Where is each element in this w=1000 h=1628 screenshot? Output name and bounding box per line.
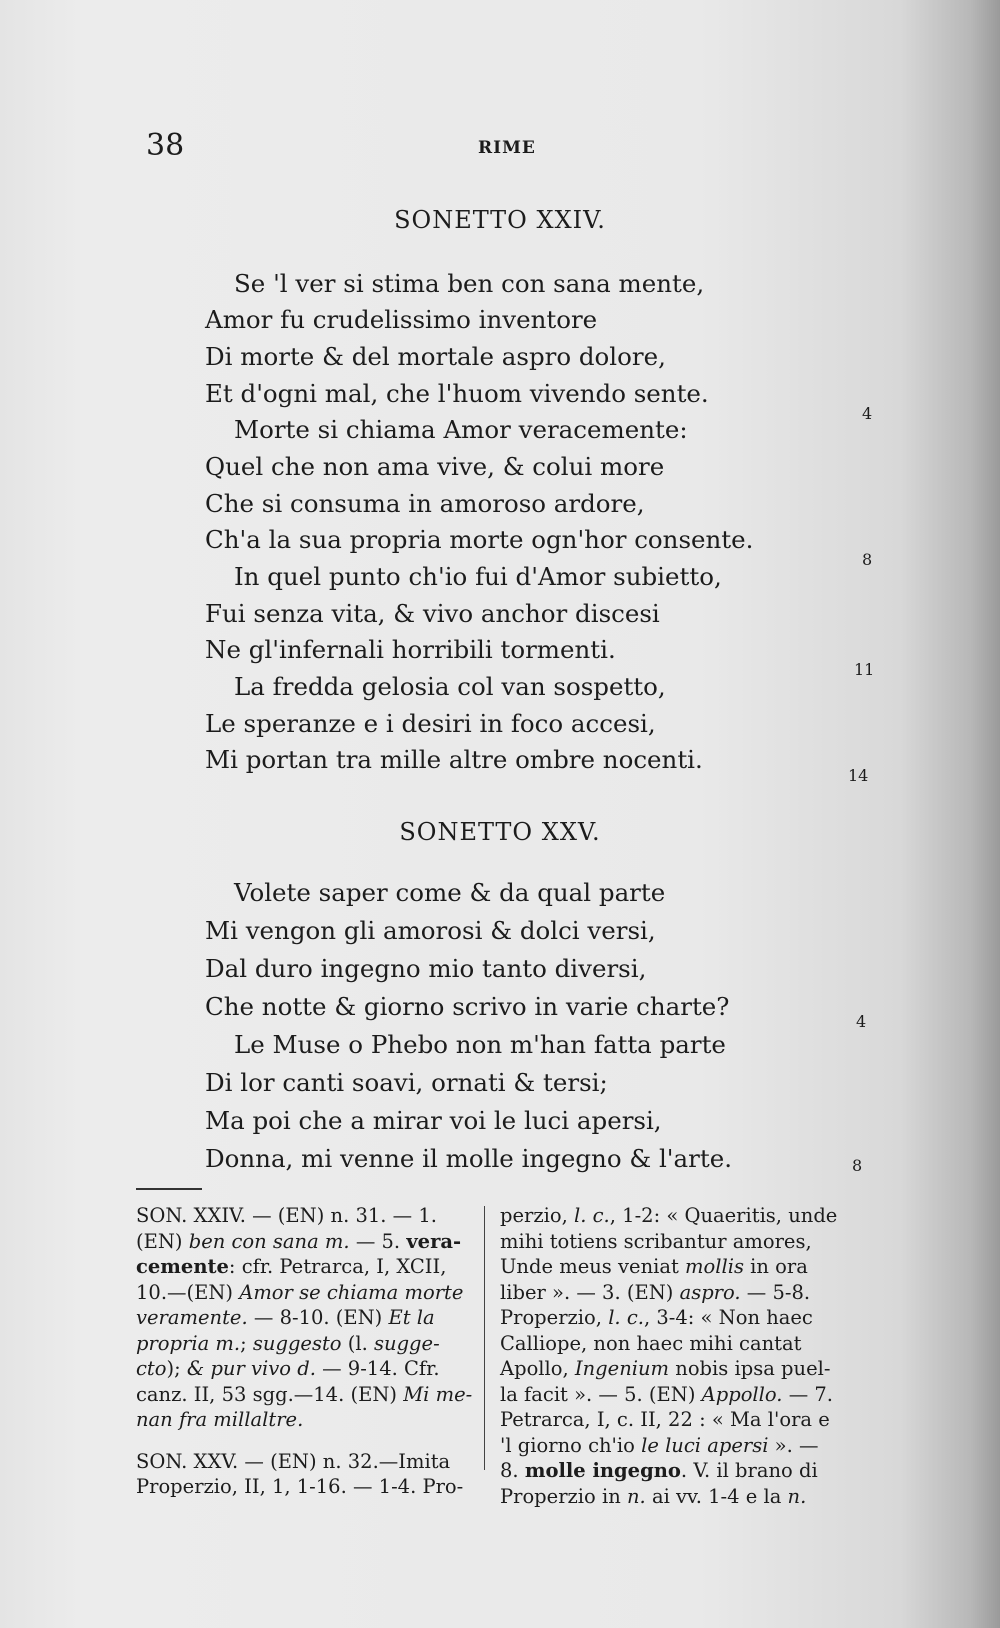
footnotes-right-column <box>500 1203 872 1509</box>
verse-line: Che si consuma in amoroso ardore, <box>205 489 645 518</box>
footnote-line: Petrarca, I, c. II, 22 : « Ma l'ora e <box>500 1408 830 1431</box>
verse-line: Se 'l ver si stima ben con sana mente, <box>234 269 705 298</box>
sonnet-title-xxv: SONETTO XXV. <box>399 818 601 846</box>
line-number: 11 <box>854 660 875 679</box>
footnote-line: SON. XXIV. — (EN) n. 31. — 1. <box>136 1204 437 1227</box>
footnote-line: cto); & pur vivo d. — 9-14. Cfr. <box>136 1357 440 1380</box>
footnote-line: propria m.; suggesto (l. sugge- <box>136 1331 440 1355</box>
line-number: 4 <box>862 404 873 423</box>
line-number: 8 <box>852 1156 863 1175</box>
verse-line: Quel che non ama vive, & colui more <box>205 452 665 481</box>
footnote-line: liber ». — 3. (EN) aspro. — 5-8. <box>500 1280 811 1304</box>
verse-line: Volete saper come & da qual parte <box>234 878 666 907</box>
line-number: 14 <box>848 766 869 785</box>
verse-line: Morte si chiama Amor veracemente: <box>234 415 688 444</box>
verse-line: Mi vengon gli amorosi & dolci versi, <box>205 916 656 945</box>
line-number: 8 <box>862 550 873 569</box>
page-number: 38 <box>146 128 185 163</box>
footnote-line: (EN) ben con sana m. — 5. vera- <box>136 1229 462 1253</box>
sonnet-title-xxiv: SONETTO XXIV. <box>394 206 606 234</box>
footnote-line: 8. molle ingegno. V. il brano di <box>500 1459 818 1482</box>
footnote-line: Properzio, l. c., 3-4: « Non haec <box>500 1306 813 1329</box>
footnote-line: Properzio in n. ai vv. 1-4 e la n. <box>500 1484 807 1508</box>
footnote-column-divider <box>484 1206 485 1470</box>
verse-line: Amor fu crudelissimo inventore <box>205 305 598 334</box>
footnotes-left-column <box>136 1203 473 1500</box>
footnote-rule <box>136 1188 202 1190</box>
verse-line: Ma poi che a mirar voi le luci apersi, <box>205 1106 662 1135</box>
footnote-line: nan fra millaltre. <box>136 1408 304 1431</box>
verse-line: Et d'ogni mal, che l'huom vivendo sente. <box>205 379 709 408</box>
footnote-line: cemente: cfr. Petrarca, I, XCII, <box>136 1255 447 1278</box>
footnote-line: la facit ». — 5. (EN) Appollo. — 7. <box>500 1382 834 1406</box>
footnote-line: mihi totiens scribantur amores, <box>500 1229 812 1253</box>
verse-line: Mi portan tra mille altre ombre nocenti. <box>205 745 703 774</box>
verse-line: La fredda gelosia col van sospetto, <box>234 672 666 701</box>
footnote-line: Apollo, Ingenium nobis ipsa puel- <box>500 1357 831 1380</box>
verse-line: Ch'a la sua propria morte ogn'hor consente. <box>205 525 754 554</box>
footnote-line: canz. II, 53 sgg.—14. (EN) Mi me- <box>136 1382 473 1406</box>
verse-line: Le speranze e i desiri in foco accesi, <box>205 709 656 738</box>
verse-line: In quel punto ch'io fui d'Amor subietto, <box>234 562 722 591</box>
footnote-line: Calliope, non haec mihi cantat <box>500 1331 802 1355</box>
running-head: RIME <box>478 138 536 158</box>
footnote-line: 10.—(EN) Amor se chiama morte <box>136 1280 464 1304</box>
verse-line: Di morte & del mortale aspro dolore, <box>205 342 666 371</box>
footnote-line: perzio, l. c., 1-2: « Quaeritis, unde <box>500 1204 838 1227</box>
verse-line: Che notte & giorno scrivo in varie charte? <box>205 992 730 1021</box>
line-number: 4 <box>856 1012 867 1031</box>
verse-line: Le Muse o Phebo non m'han fatta parte <box>234 1030 726 1059</box>
footnote-line: 'l giorno ch'io le luci apersi ». — <box>500 1433 819 1457</box>
footnote-line: Unde meus veniat mollis in ora <box>500 1255 808 1278</box>
verse-line: Fui senza vita, & vivo anchor discesi <box>205 599 660 628</box>
verse-line: Di lor canti soavi, ornati & tersi; <box>205 1068 608 1097</box>
page-header <box>0 128 1000 168</box>
verse-line: Ne gl'infernali horribili tormenti. <box>205 635 616 664</box>
footnote-line: Properzio, II, 1, 1-16. — 1-4. Pro- <box>136 1475 464 1498</box>
footnote-line: SON. XXV. — (EN) n. 32.—Imita <box>136 1449 451 1473</box>
footnote-line: veramente. — 8-10. (EN) Et la <box>136 1306 435 1329</box>
verse-line: Dal duro ingegno mio tanto diversi, <box>205 954 647 983</box>
verse-line: Donna, mi venne il molle ingegno & l'arte. <box>205 1144 732 1173</box>
